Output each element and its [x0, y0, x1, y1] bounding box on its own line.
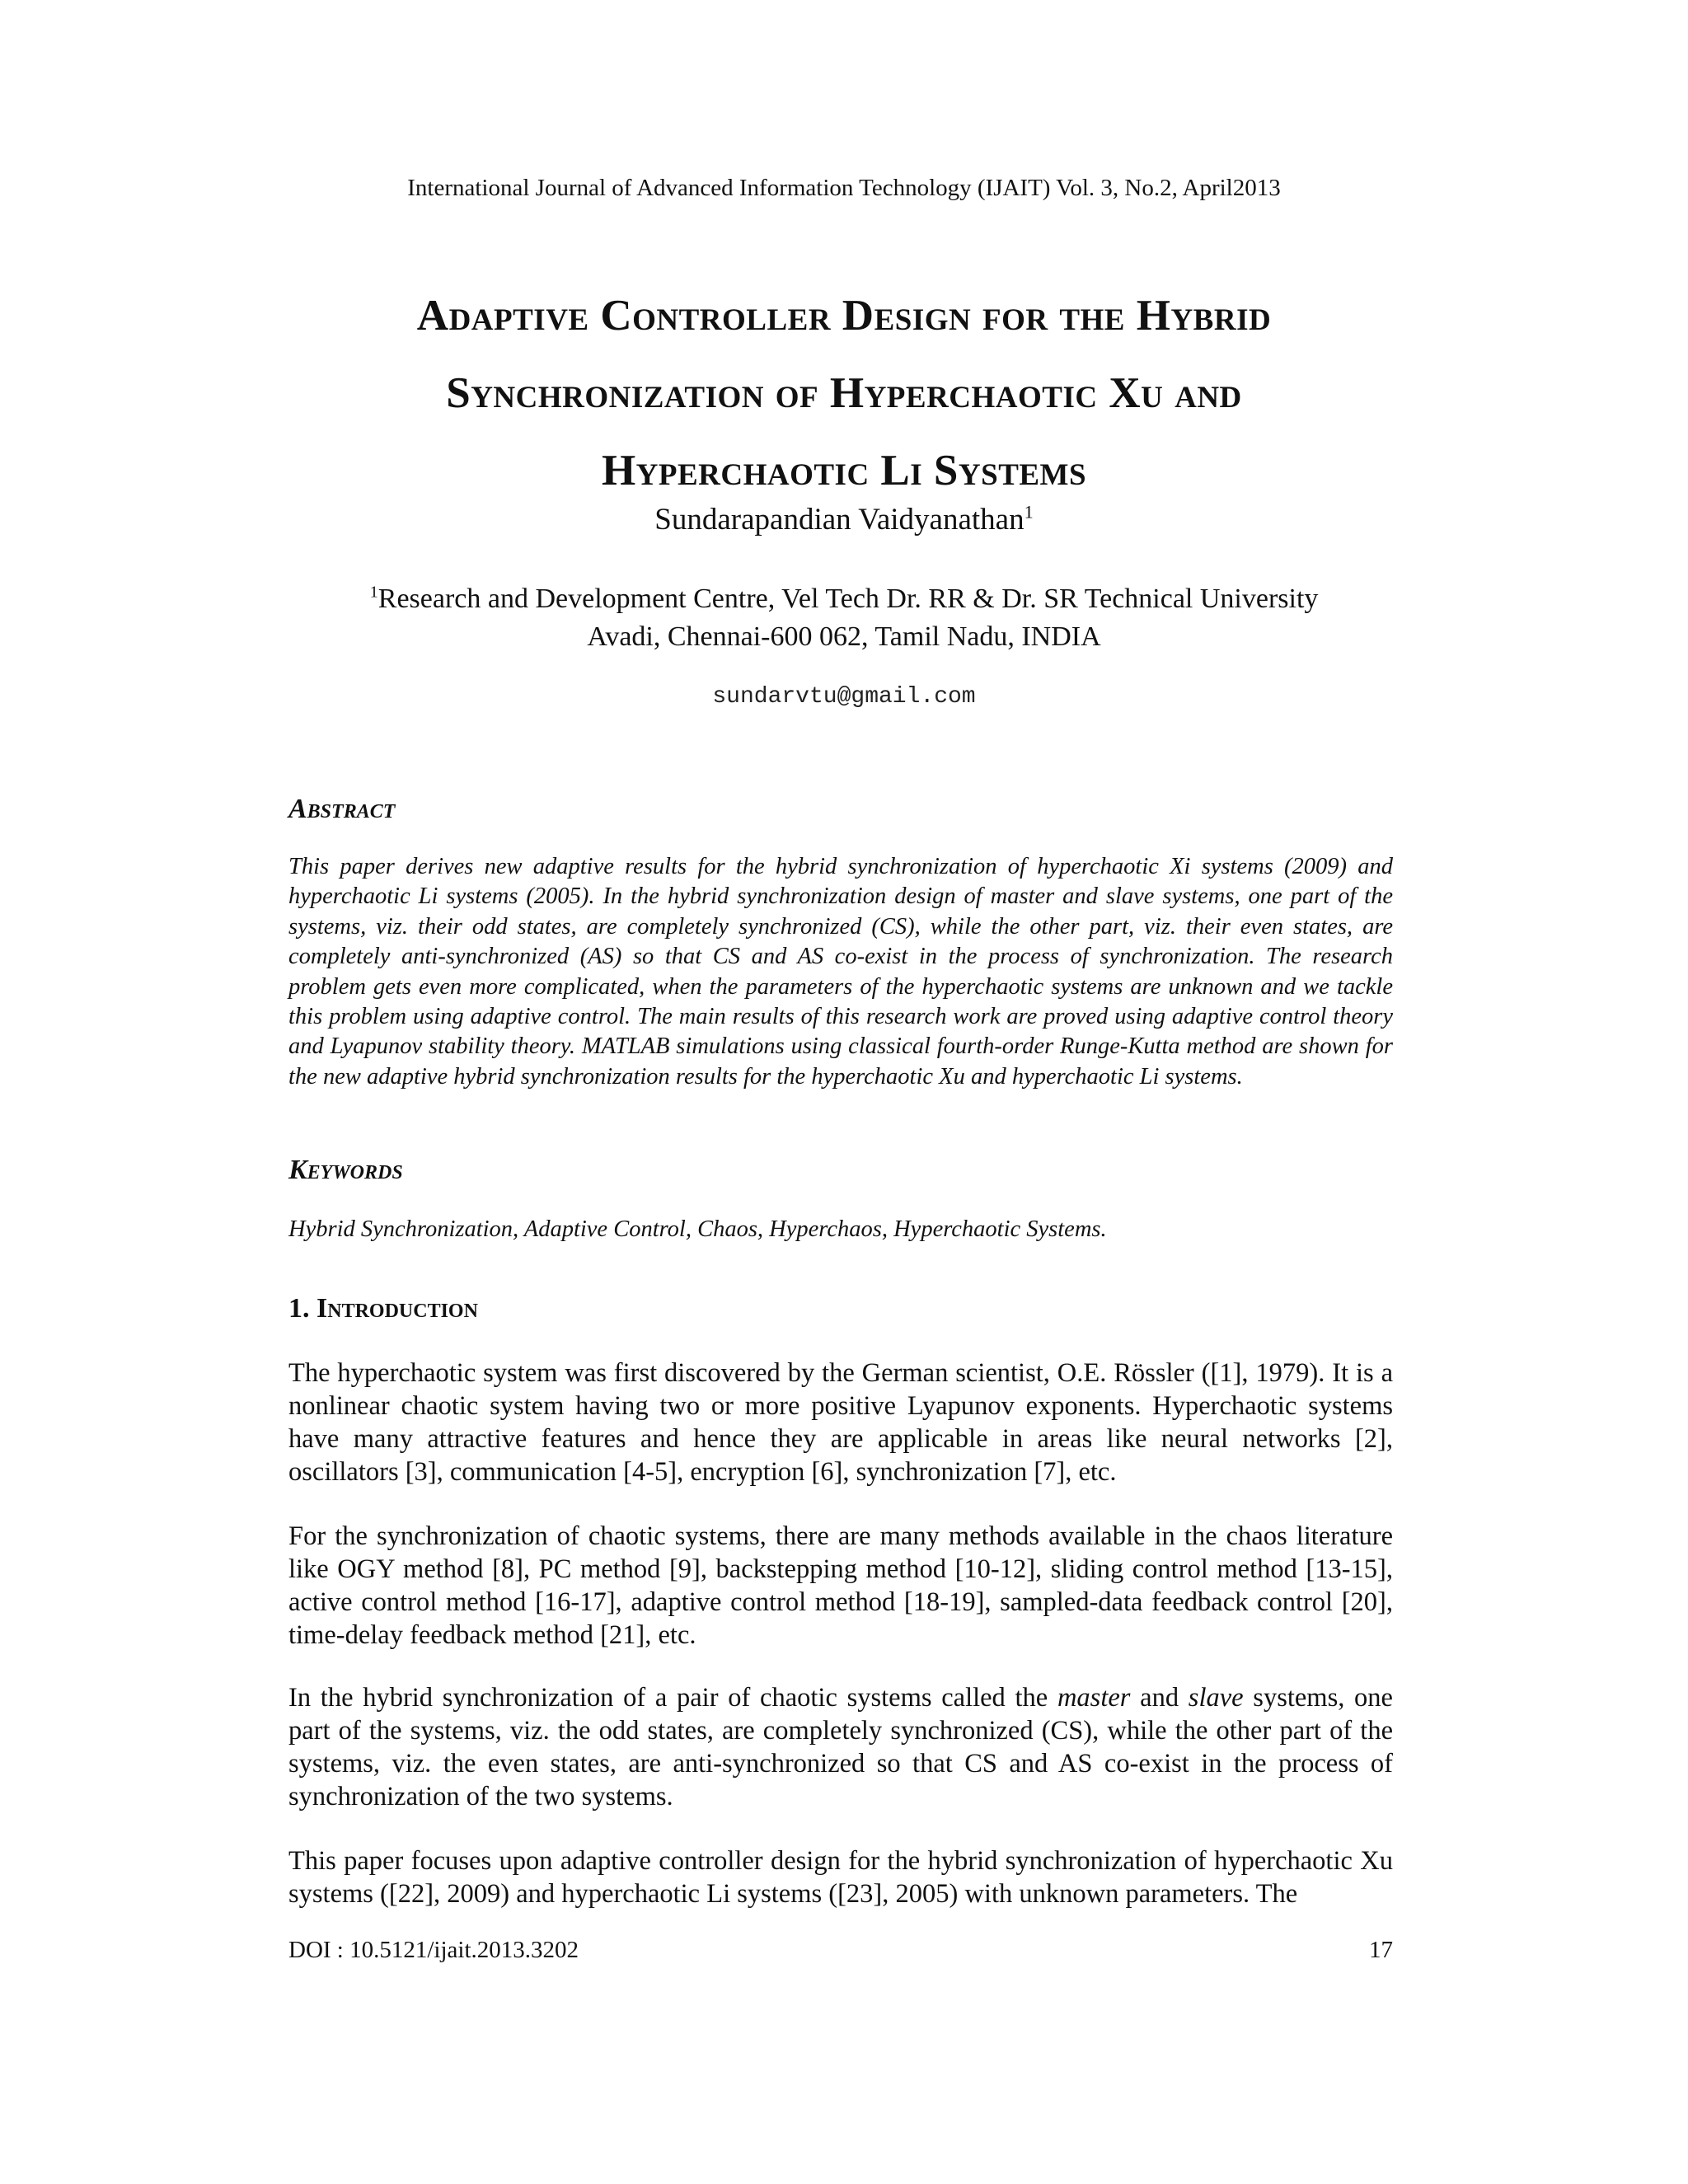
abstract-text: This paper derives new adaptive results for the hybrid synchronization of hyperchaotic Xi systems (2009) and hyperchaotic Li systems (2005). In the hybrid synchronization design of master and slave systems, one part of the systems, viz. their odd states, are completely synchronized (CS), while the other part, viz. their even states, are completely anti-synchronized (AS) so that CS and AS co-exist in the process of synchronization. The research problem gets even more complicated, when the parameters of the hyperchaotic systems are unknown and we tackle this problem using adaptive control. The main results of this research work are proved using adaptive control theory and Lyapunov stability theory. MATLAB simulations using classical fourth-order Runge-Kutta method are shown for the new adaptive hybrid synchronization results for the hyperchaotic Xu and hyperchaotic Li systems. — [288, 854, 1393, 1090]
affiliation-line-1 — [247, 580, 1441, 618]
affiliation-line-2: Avadi, Chennai-600 062, Tamil Nadu, INDIA — [587, 621, 1101, 652]
author-name-text: Sundarapandian Vaidyanathan — [654, 503, 1025, 537]
intro-paragraph-3 — [288, 1681, 1393, 1813]
abstract-heading: Abstract — [288, 794, 396, 824]
author-email: sundarvtu@gmail.com — [712, 684, 976, 710]
keywords-text: Hybrid Synchronization, Adaptive Control, Chaos, Hyperchaos, Hyperchaotic Systems. — [288, 1216, 1107, 1242]
author-affiliation-mark: 1 — [1024, 501, 1034, 523]
affiliation — [247, 580, 1441, 656]
page-number: 17 — [1369, 1937, 1393, 1963]
intro-paragraph-3-part-a: In the hybrid synchronization of a pair of chaotic systems called the — [288, 1683, 1057, 1713]
author-name — [0, 499, 1688, 541]
doi: DOI : 10.5121/ijait.2013.3202 — [288, 1937, 579, 1963]
intro-paragraph-3-part-c: systems, one part of the systems, viz. the odd states, are completely synchronized (CS), while the other part of the systems, viz. the even states, are anti-synchronized so that CS and AS co-exist in the process of synchronization of the two systems. — [288, 1683, 1393, 1811]
term-master: master — [1057, 1683, 1131, 1713]
term-slave: slave — [1188, 1683, 1244, 1713]
title-line-1: Adaptive Controller Design for the Hybrid — [416, 292, 1272, 340]
title-line-3: Hyperchaotic Li Systems — [601, 447, 1087, 494]
keywords-heading: Keywords — [288, 1155, 403, 1185]
running-header: International Journal of Advanced Information Technology (IJAIT) Vol. 3, No.2, April2013 — [407, 175, 1281, 201]
intro-paragraph-1: The hyperchaotic system was first discovered by the German scientist, O.E. Rössler ([1], 1979). It is a nonlinear chaotic system having two or more positive Lyapunov exponents. Hyperchaotic systems have many attractive features and hence they are applicable in areas like neural networks [2], oscillators [3], communication [4-5], encryption [6], synchronization [7], etc. — [288, 1358, 1393, 1487]
introduction-heading: 1. Introduction — [288, 1293, 478, 1324]
intro-paragraph-2: For the synchronization of chaotic systems, there are many methods available in the chaos literature like OGY method [8], PC method [9], backstepping method [10-12], sliding control method [13-15], active control method [16-17], adaptive control method [18-19], sampled-data feedback control [20], time-delay feedback method [21], etc. — [288, 1521, 1393, 1650]
intro-paragraph-3-part-b: and — [1130, 1683, 1189, 1713]
affiliation-mark: 1 — [369, 583, 378, 602]
affiliation-line-1-text: Research and Development Centre, Vel Tech Dr. RR & Dr. SR Technical University — [377, 583, 1319, 614]
title-line-2: Synchronization of Hyperchaotic Xu and — [446, 369, 1242, 417]
intro-paragraph-4: This paper focuses upon adaptive controller design for the hybrid synchronization of hyperchaotic Xu systems ([22], 2009) and hyperchaotic Li systems ([23], 2005) with unknown parameters. The — [288, 1846, 1393, 1909]
page-footer — [288, 1933, 1393, 1966]
paper-title — [247, 277, 1441, 509]
